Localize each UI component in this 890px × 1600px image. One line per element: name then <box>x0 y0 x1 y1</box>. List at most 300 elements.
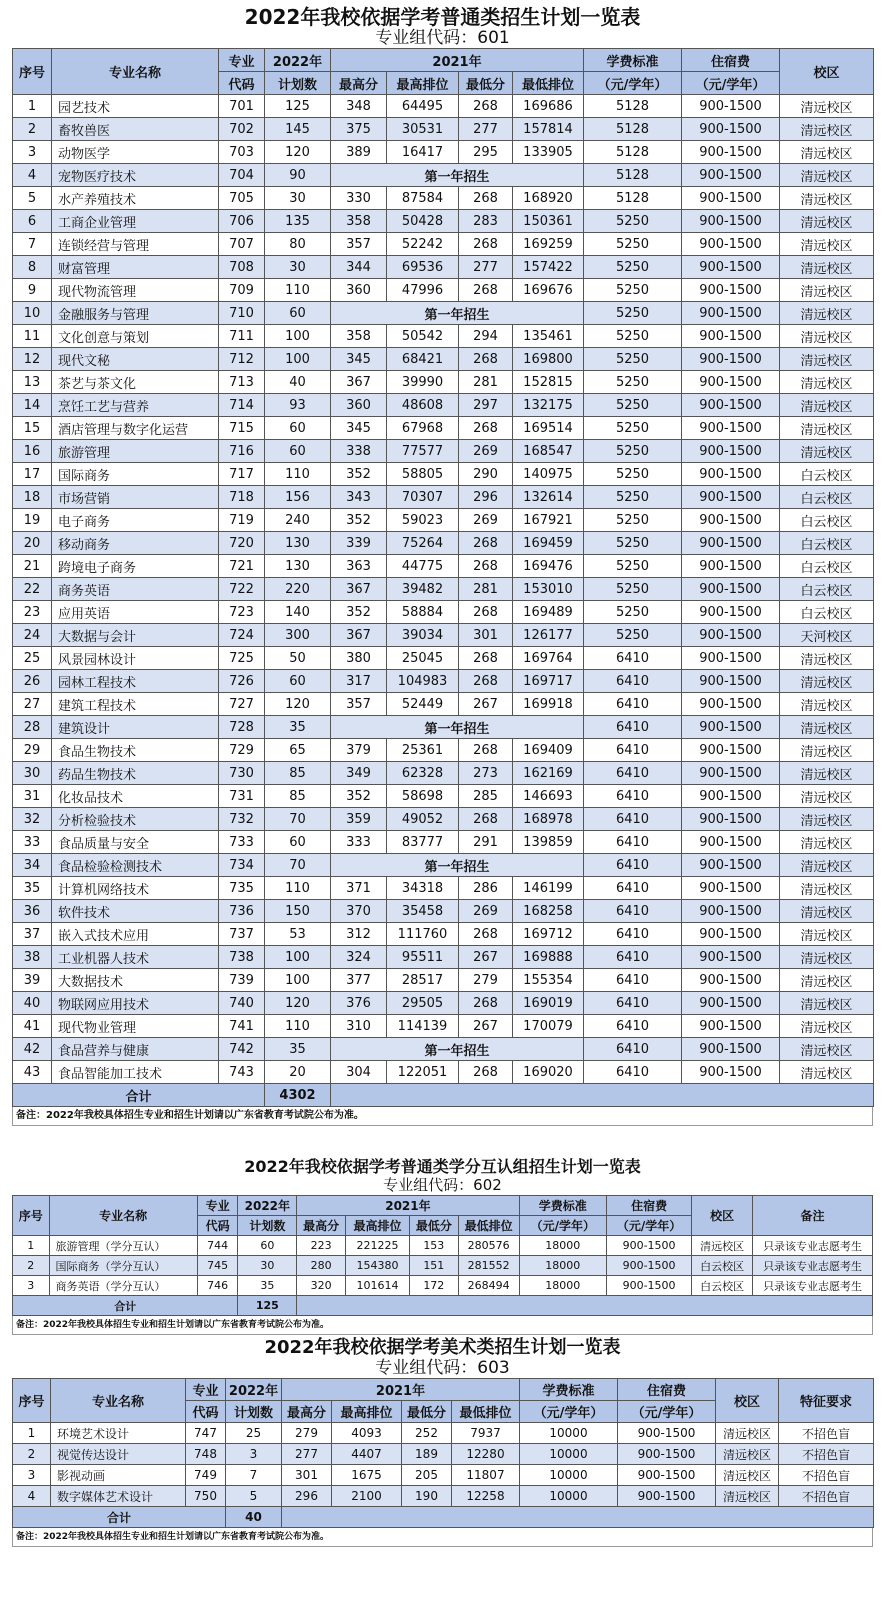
cell-seq: 4 <box>13 1486 51 1507</box>
cell-min: 283 <box>459 210 513 233</box>
cell-maxrank: 1675 <box>332 1465 402 1486</box>
cell-code: 731 <box>219 785 265 808</box>
cell-plan: 60 <box>265 302 331 325</box>
cell-plan: 60 <box>265 831 331 854</box>
table-row <box>13 1423 874 1444</box>
cell-seq: 27 <box>13 693 52 716</box>
cell-seq: 11 <box>13 325 52 348</box>
cell-first-year: 第一年招生 <box>331 854 584 877</box>
header-dorm: 住宿费 <box>618 1379 716 1401</box>
cell-name: 电子商务 <box>52 509 219 532</box>
cell-dorm: 900-1500 <box>606 1276 691 1296</box>
cell-name: 文化创意与策划 <box>52 325 219 348</box>
header-campus: 校区 <box>716 1379 779 1423</box>
cell-first-year: 第一年招生 <box>331 164 584 187</box>
cell-min: 268 <box>459 233 513 256</box>
cell-name: 园林工程技术 <box>52 670 219 693</box>
cell-fee: 5128 <box>584 187 682 210</box>
header-seq: 序号 <box>13 1196 50 1236</box>
cell-code: 711 <box>219 325 265 348</box>
cell-max: 333 <box>331 831 387 854</box>
cell-minrank: 132175 <box>513 394 584 417</box>
cell-dorm: 900-1500 <box>682 440 780 463</box>
cell-code: 702 <box>219 118 265 141</box>
footnote: 备注：2022年我校具体招生专业和招生计划请以广东省教育考试院公布为准。 <box>12 1107 873 1126</box>
cell-plan: 70 <box>265 808 331 831</box>
header-fee-2: （元/学年） <box>519 1216 606 1236</box>
header-name: 专业名称 <box>51 1379 186 1423</box>
cell-code: 701 <box>219 95 265 118</box>
cell-minrank: 169514 <box>513 417 584 440</box>
cell-extra: 只录该专业志愿考生 <box>753 1256 873 1276</box>
cell-maxrank: 58698 <box>387 785 459 808</box>
cell-max: 367 <box>331 371 387 394</box>
cell-seq: 33 <box>13 831 52 854</box>
cell-maxrank: 4093 <box>332 1423 402 1444</box>
cell-plan: 130 <box>265 532 331 555</box>
header-dorm: 住宿费 <box>682 49 780 72</box>
cell-campus: 清远校区 <box>780 279 874 302</box>
cell-plan: 7 <box>226 1465 282 1486</box>
cell-min: 297 <box>459 394 513 417</box>
cell-max: 277 <box>282 1444 332 1465</box>
cell-min: 268 <box>459 647 513 670</box>
cell-name: 工业机器人技术 <box>52 946 219 969</box>
cell-maxrank: 101614 <box>346 1276 410 1296</box>
cell-minrank: 146199 <box>513 877 584 900</box>
cell-minrank: 132614 <box>513 486 584 509</box>
cell-seq: 28 <box>13 716 52 739</box>
cell-minrank: 280576 <box>458 1236 519 1256</box>
cell-fee: 5128 <box>584 141 682 164</box>
table-row <box>13 1276 873 1296</box>
header-seq: 序号 <box>13 49 52 95</box>
cell-seq: 38 <box>13 946 52 969</box>
cell-campus: 清远校区 <box>780 95 874 118</box>
cell-minrank: 169259 <box>513 233 584 256</box>
header-name: 专业名称 <box>52 49 219 95</box>
cell-fee: 5250 <box>584 440 682 463</box>
header-minrank: 最低排位 <box>513 72 584 95</box>
cell-minrank: 12280 <box>452 1444 520 1465</box>
cell-max: 376 <box>331 992 387 1015</box>
header-code-2: 代码 <box>186 1401 226 1423</box>
group-code: 专业组代码：601 <box>375 28 510 48</box>
cell-seq: 35 <box>13 877 52 900</box>
header-seq: 序号 <box>13 1379 51 1423</box>
cell-max: 320 <box>297 1276 346 1296</box>
cell-code: 739 <box>219 969 265 992</box>
cell-dorm: 900-1500 <box>682 164 780 187</box>
table-row <box>13 808 874 831</box>
cell-seq: 2 <box>13 1444 51 1465</box>
cell-dorm: 900-1500 <box>682 1015 780 1038</box>
cell-fee: 5250 <box>584 371 682 394</box>
cell-dorm: 900-1500 <box>682 785 780 808</box>
cell-plan: 100 <box>265 946 331 969</box>
cell-campus: 清远校区 <box>780 371 874 394</box>
cell-code: 706 <box>219 210 265 233</box>
cell-min: 285 <box>459 785 513 808</box>
cell-max: 317 <box>331 670 387 693</box>
cell-name: 数字媒体艺术设计 <box>51 1486 186 1507</box>
cell-seq: 15 <box>13 417 52 440</box>
cell-code: 717 <box>219 463 265 486</box>
header-fee-2: （元/学年） <box>520 1401 618 1423</box>
cell-seq: 19 <box>13 509 52 532</box>
cell-minrank: 169717 <box>513 670 584 693</box>
table-title: 2022年我校依据学考普通类招生计划一览表 <box>244 5 641 29</box>
cell-min: 291 <box>459 831 513 854</box>
cell-minrank: 169020 <box>513 1061 584 1084</box>
cell-seq: 32 <box>13 808 52 831</box>
cell-minrank: 126177 <box>513 624 584 647</box>
header-dorm-2: （元/学年） <box>606 1216 691 1236</box>
cell-max: 343 <box>331 486 387 509</box>
cell-maxrank: 83777 <box>387 831 459 854</box>
cell-code: 740 <box>219 992 265 1015</box>
cell-fee: 18000 <box>519 1256 606 1276</box>
cell-seq: 2 <box>13 1256 50 1276</box>
cell-seq: 29 <box>13 739 52 762</box>
cell-fee: 10000 <box>520 1444 618 1465</box>
cell-campus: 清远校区 <box>780 440 874 463</box>
cell-code: 738 <box>219 946 265 969</box>
header-code: 专业 <box>186 1379 226 1401</box>
cell-max: 349 <box>331 762 387 785</box>
cell-name: 水产养殖技术 <box>52 187 219 210</box>
cell-minrank: 146693 <box>513 785 584 808</box>
table-row <box>13 233 874 256</box>
cell-dorm: 900-1500 <box>682 256 780 279</box>
cell-max: 330 <box>331 187 387 210</box>
header-maxrank: 最高排位 <box>387 72 459 95</box>
cell-seq: 12 <box>13 348 52 371</box>
cell-minrank: 169019 <box>513 992 584 1015</box>
cell-minrank: 167921 <box>513 509 584 532</box>
cell-dorm: 900-1500 <box>682 647 780 670</box>
cell-fee: 5250 <box>584 578 682 601</box>
cell-max: 345 <box>331 417 387 440</box>
cell-code: 712 <box>219 348 265 371</box>
cell-min: 267 <box>459 1015 513 1038</box>
cell-name: 食品质量与安全 <box>52 831 219 854</box>
table-row <box>13 1486 874 1507</box>
cell-plan: 65 <box>265 739 331 762</box>
cell-campus: 清远校区 <box>780 900 874 923</box>
cell-min: 296 <box>459 486 513 509</box>
cell-dorm: 900-1500 <box>682 302 780 325</box>
cell-seq: 5 <box>13 187 52 210</box>
cell-dorm: 900-1500 <box>682 371 780 394</box>
cell-first-year: 第一年招生 <box>331 302 584 325</box>
cell-fee: 5250 <box>584 394 682 417</box>
cell-seq: 24 <box>13 624 52 647</box>
cell-plan: 100 <box>265 969 331 992</box>
cell-code: 716 <box>219 440 265 463</box>
table-row <box>13 647 874 670</box>
footnote: 备注：2022年我校具体招生专业和招生计划请以广东省教育考试院公布为准。 <box>12 1316 873 1335</box>
cell-dorm: 900-1500 <box>682 900 780 923</box>
cell-maxrank: 59023 <box>387 509 459 532</box>
cell-fee: 6410 <box>584 762 682 785</box>
cell-fee: 5250 <box>584 463 682 486</box>
footnote: 备注：2022年我校具体招生专业和招生计划请以广东省教育考试院公布为准。 <box>12 1528 873 1547</box>
cell-min: 269 <box>459 900 513 923</box>
cell-max: 360 <box>331 279 387 302</box>
cell-fee: 5250 <box>584 486 682 509</box>
cell-fee: 6410 <box>584 1038 682 1061</box>
group-code: 专业组代码：602 <box>383 1176 502 1194</box>
cell-fee: 18000 <box>519 1276 606 1296</box>
header-req: 特征要求 <box>779 1379 874 1423</box>
table-row <box>13 348 874 371</box>
cell-name: 影视动画 <box>51 1465 186 1486</box>
cell-min: 268 <box>459 279 513 302</box>
cell-dorm: 900-1500 <box>682 1038 780 1061</box>
total-label: 合计 <box>13 1507 226 1528</box>
cell-minrank: 169676 <box>513 279 584 302</box>
header-2021: 2021年 <box>297 1196 519 1216</box>
cell-name: 烹饪工艺与营养 <box>52 394 219 417</box>
cell-max: 357 <box>331 233 387 256</box>
cell-maxrank: 114139 <box>387 1015 459 1038</box>
table-row <box>13 210 874 233</box>
cell-code: 748 <box>186 1444 226 1465</box>
cell-seq: 3 <box>13 1276 50 1296</box>
cell-min: 268 <box>459 808 513 831</box>
cell-minrank: 169489 <box>513 601 584 624</box>
header-campus: 校区 <box>780 49 874 95</box>
cell-name: 旅游管理 <box>52 440 219 463</box>
cell-max: 338 <box>331 440 387 463</box>
cell-name: 畜牧兽医 <box>52 118 219 141</box>
cell-min: 301 <box>459 624 513 647</box>
cell-maxrank: 28517 <box>387 969 459 992</box>
cell-campus: 清远校区 <box>780 1061 874 1084</box>
cell-code: 713 <box>219 371 265 394</box>
cell-min: 277 <box>459 118 513 141</box>
header-dorm-2: （元/学年） <box>682 72 780 95</box>
cell-name: 工商企业管理 <box>52 210 219 233</box>
header-fee: 学费标准 <box>519 1196 606 1216</box>
table-row <box>13 1256 873 1276</box>
header-remark: 备注 <box>753 1196 873 1236</box>
cell-seq: 1 <box>13 1423 51 1444</box>
table-row <box>13 1038 874 1061</box>
cell-maxrank: 58805 <box>387 463 459 486</box>
table-row <box>13 831 874 854</box>
cell-minrank: 153010 <box>513 578 584 601</box>
cell-dorm: 900-1500 <box>606 1236 691 1256</box>
cell-dorm: 900-1500 <box>682 463 780 486</box>
cell-maxrank: 77577 <box>387 440 459 463</box>
table-title: 2022年我校依据学考普通类学分互认组招生计划一览表 <box>244 1157 641 1176</box>
cell-max: 358 <box>331 325 387 348</box>
cell-dorm: 900-1500 <box>682 601 780 624</box>
cell-plan: 120 <box>265 992 331 1015</box>
cell-max: 310 <box>331 1015 387 1038</box>
cell-dorm: 900-1500 <box>618 1465 716 1486</box>
cell-minrank: 133905 <box>513 141 584 164</box>
cell-dorm: 900-1500 <box>682 1061 780 1084</box>
cell-max: 377 <box>331 969 387 992</box>
cell-name: 应用英语 <box>52 601 219 624</box>
cell-name: 食品智能加工技术 <box>52 1061 219 1084</box>
cell-extra: 不招色盲 <box>779 1486 874 1507</box>
cell-name: 连锁经营与管理 <box>52 233 219 256</box>
cell-fee: 6410 <box>584 877 682 900</box>
cell-plan: 110 <box>265 1015 331 1038</box>
cell-plan: 60 <box>265 670 331 693</box>
cell-campus: 白云校区 <box>780 463 874 486</box>
cell-max: 352 <box>331 509 387 532</box>
cell-min: 286 <box>459 877 513 900</box>
cell-plan: 156 <box>265 486 331 509</box>
cell-min: 268 <box>459 601 513 624</box>
cell-campus: 清远校区 <box>780 647 874 670</box>
cell-minrank: 169686 <box>513 95 584 118</box>
cell-plan: 70 <box>265 854 331 877</box>
cell-plan: 60 <box>265 417 331 440</box>
table-row <box>13 716 874 739</box>
table-row <box>13 670 874 693</box>
cell-dorm: 900-1500 <box>682 509 780 532</box>
cell-max: 363 <box>331 555 387 578</box>
section-603 <box>12 1337 873 1547</box>
cell-campus: 清远校区 <box>780 1015 874 1038</box>
cell-campus: 清远校区 <box>780 785 874 808</box>
total-value: 40 <box>226 1507 282 1528</box>
cell-fee: 5250 <box>584 325 682 348</box>
cell-fee: 6410 <box>584 1015 682 1038</box>
cell-fee: 6410 <box>584 716 682 739</box>
cell-code: 744 <box>197 1236 238 1256</box>
cell-code: 736 <box>219 900 265 923</box>
header-fee: 学费标准 <box>520 1379 618 1401</box>
cell-campus: 清远校区 <box>780 325 874 348</box>
cell-campus: 清远校区 <box>780 762 874 785</box>
cell-plan: 120 <box>265 693 331 716</box>
cell-seq: 17 <box>13 463 52 486</box>
cell-code: 730 <box>219 762 265 785</box>
cell-dorm: 900-1500 <box>682 555 780 578</box>
cell-seq: 20 <box>13 532 52 555</box>
cell-dorm: 900-1500 <box>618 1423 716 1444</box>
cell-min: 268 <box>459 670 513 693</box>
cell-minrank: 169918 <box>513 693 584 716</box>
cell-name: 食品生物技术 <box>52 739 219 762</box>
cell-min: 268 <box>459 187 513 210</box>
table-row <box>13 785 874 808</box>
header-plan-2: 计划数 <box>238 1216 297 1236</box>
cell-fee: 6410 <box>584 1061 682 1084</box>
cell-max: 296 <box>282 1486 332 1507</box>
cell-code: 723 <box>219 601 265 624</box>
cell-min: 268 <box>459 923 513 946</box>
cell-code: 710 <box>219 302 265 325</box>
cell-minrank: 169459 <box>513 532 584 555</box>
cell-max: 344 <box>331 256 387 279</box>
header-max: 最高分 <box>331 72 387 95</box>
cell-fee: 6410 <box>584 739 682 762</box>
cell-campus: 白云校区 <box>692 1276 753 1296</box>
cell-fee: 5128 <box>584 164 682 187</box>
table-row <box>13 601 874 624</box>
cell-code: 721 <box>219 555 265 578</box>
table-row <box>13 693 874 716</box>
cell-seq: 25 <box>13 647 52 670</box>
cell-max: 348 <box>331 95 387 118</box>
cell-fee: 6410 <box>584 946 682 969</box>
cell-minrank: 169800 <box>513 348 584 371</box>
cell-code: 715 <box>219 417 265 440</box>
cell-name: 茶艺与茶文化 <box>52 371 219 394</box>
cell-max: 357 <box>331 693 387 716</box>
cell-dorm: 900-1500 <box>682 578 780 601</box>
cell-campus: 清远校区 <box>780 233 874 256</box>
cell-minrank: 157422 <box>513 256 584 279</box>
table-row <box>13 992 874 1015</box>
cell-plan: 90 <box>265 164 331 187</box>
header-plan: 2022年 <box>226 1379 282 1401</box>
cell-fee: 6410 <box>584 647 682 670</box>
cell-name: 市场营销 <box>52 486 219 509</box>
cell-minrank: 162169 <box>513 762 584 785</box>
cell-name: 大数据技术 <box>52 969 219 992</box>
table-row <box>13 302 874 325</box>
table-row <box>13 1444 874 1465</box>
cell-fee: 6410 <box>584 831 682 854</box>
table-row <box>13 164 874 187</box>
cell-maxrank: 52449 <box>387 693 459 716</box>
cell-seq: 23 <box>13 601 52 624</box>
cell-plan: 85 <box>265 762 331 785</box>
cell-dorm: 900-1500 <box>682 187 780 210</box>
cell-dorm: 900-1500 <box>682 739 780 762</box>
cell-max: 352 <box>331 601 387 624</box>
cell-plan: 110 <box>265 877 331 900</box>
cell-code: 708 <box>219 256 265 279</box>
cell-maxrank: 2100 <box>332 1486 402 1507</box>
cell-code: 727 <box>219 693 265 716</box>
cell-max: 370 <box>331 900 387 923</box>
cell-min: 294 <box>459 325 513 348</box>
plan-table <box>12 1378 874 1528</box>
cell-maxrank: 104983 <box>387 670 459 693</box>
cell-max: 358 <box>331 210 387 233</box>
cell-minrank: 152815 <box>513 371 584 394</box>
cell-minrank: 155354 <box>513 969 584 992</box>
cell-fee: 6410 <box>584 785 682 808</box>
cell-maxrank: 111760 <box>387 923 459 946</box>
cell-min: 268 <box>459 992 513 1015</box>
cell-name: 现代物业管理 <box>52 1015 219 1038</box>
cell-code: 719 <box>219 509 265 532</box>
cell-code: 733 <box>219 831 265 854</box>
cell-maxrank: 44775 <box>387 555 459 578</box>
cell-maxrank: 35458 <box>387 900 459 923</box>
table-row <box>13 1015 874 1038</box>
header-max: 最高分 <box>297 1216 346 1236</box>
cell-dorm: 900-1500 <box>682 233 780 256</box>
cell-name: 化妆品技术 <box>52 785 219 808</box>
cell-maxrank: 70307 <box>387 486 459 509</box>
cell-fee: 5250 <box>584 555 682 578</box>
cell-plan: 35 <box>238 1276 297 1296</box>
cell-dorm: 900-1500 <box>682 95 780 118</box>
cell-max: 352 <box>331 785 387 808</box>
